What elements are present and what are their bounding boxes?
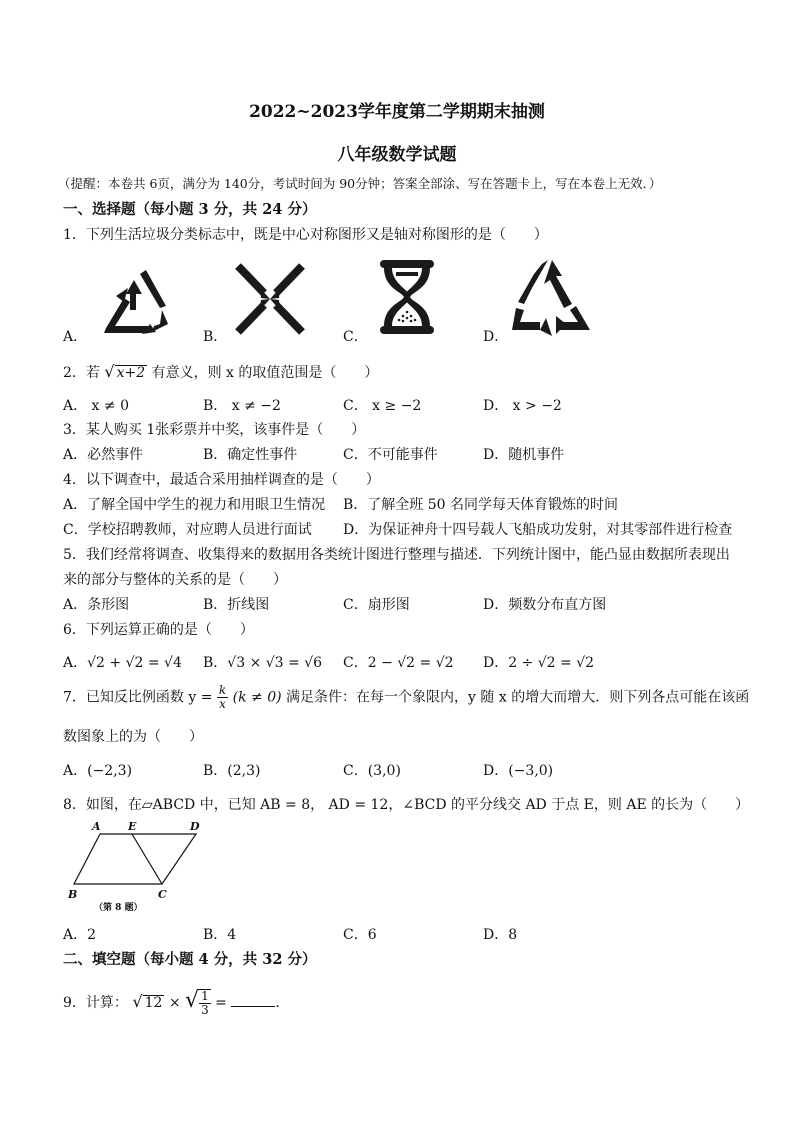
q1-label-c: C． [343,329,368,345]
q7-option-d: D．(−3,0) [483,763,554,779]
exam-title: 2022~2023学年度第二学期期末抽测 [249,102,545,122]
q7-fraction-den: x [219,697,226,711]
recycle-arrows-icon [96,266,172,336]
q9-equals: = [215,995,227,1011]
q4-option-a: A．了解全国中学生的视力和用眼卫生情况 [63,497,326,513]
sqrt-icon: √ [132,992,143,1011]
recycle-triangle-icon [512,258,592,336]
q6-option-c: C．2 − √2 = √2 [343,655,454,671]
q3-option-c: C．不可能事件 [343,447,438,463]
q8-option-d: D．8 [483,927,518,943]
q9-fraction-num: 1 [201,989,209,1003]
q1-stem: 1．下列生活垃圾分类标志中，既是中心对称图形又是轴对称图形的是（ ） [63,227,548,243]
q8-point-e: E [128,820,137,833]
q9-end: ． [275,995,290,1011]
q9-fraction [199,989,211,1017]
q2-option-c: C． x ≥ −2 [343,398,422,414]
q3-option-b: B．确定性事件 [203,447,298,463]
q7-condition: (k ≠ 0) [232,689,282,706]
q8-point-a: A [92,820,101,833]
section-2-title: 二、填空题（每小题 4 分，共 32 分） [63,951,317,968]
q5-stem-line2: 来的部分与整体的关系的是（ ） [63,572,287,588]
q2-stem-post: 有意义，则 x 的取值范围是（ ） [151,365,379,381]
q4-options-row2 [63,519,743,539]
sqrt-icon: √ [185,988,200,1013]
q5-option-a: A．条形图 [63,597,130,613]
q6-option-d: D．2 ÷ √2 = √2 [483,655,595,671]
q5-option-b: B．折线图 [203,597,270,613]
q7-options [63,760,743,780]
q3-option-a: A．必然事件 [63,447,144,463]
q9-fraction-den: 3 [201,1003,209,1017]
q7-option-a: A．(−2,3) [63,763,133,779]
q7-stem-line1 [63,684,749,711]
q5-option-d: D．频数分布直方图 [483,597,607,613]
q6-option-b: B．√3 × √3 = √6 [203,655,323,671]
q7-fraction-num: k [218,683,227,697]
cross-arrows-icon [234,262,306,336]
q7-option-c: C．(3,0) [343,763,401,779]
hourglass-icon [378,258,436,336]
q3-option-d: D．随机事件 [483,447,565,463]
q7-option-b: B．(2,3) [203,763,261,779]
q9-times: × [168,995,181,1011]
q8-options [63,924,743,944]
q2-option-a: A． x ≠ 0 [63,398,129,414]
sqrt-icon: √ [104,362,115,381]
q2-option-d: D． x > −2 [483,398,562,414]
q8-point-d: D [190,820,200,833]
q2-radicand: x+2 [116,365,146,381]
q9-stem [63,988,289,1017]
q3-stem: 3．某人购买 1张彩票并中奖，该事件是（ ） [63,422,366,438]
q8-stem: 8．如图，在▱ABCD 中，已知 AB = 8， AD = 12，∠BCD 的平分线交 AD 于点 E，则 AE 的长为（ ） [63,797,750,813]
q4-option-b: B．了解全班 50 名同学每天体育锻炼的时间 [343,497,619,513]
q4-options-row1 [63,494,743,514]
q9-stem-pre: 9．计算： [63,995,128,1011]
q7-stem-post: 满足条件：在每一个象限内，y 随 x 的增大而增大．则下列各点可能在该函 [286,689,750,706]
q2-stem-pre: 2．若 [63,365,100,381]
q5-option-c: C．扇形图 [343,597,410,613]
q8-point-b: B [68,888,78,901]
q5-stem-line1: 5．我们经常将调查、收集得来的数据用各类统计图进行整理与描述．下列统计图中，能凸显由数据所表现出 [63,547,730,563]
q6-stem: 6．下列运算正确的是（ ） [63,622,254,638]
q5-options [63,594,743,614]
exam-subtitle: 八年级数学试题 [337,145,457,165]
q9-radicand: 12 [144,995,163,1011]
q2-options [63,395,743,415]
q1-label-b: B． [203,329,228,345]
q9-answer-blank[interactable] [231,994,275,1007]
q8-point-c: C [158,888,167,901]
q8-option-b: B．4 [203,927,237,943]
parallelogram-figure [64,818,214,916]
q1-label-a: A． [63,329,88,345]
q8-figure-caption: （第 8 题） [94,903,143,913]
q4-option-c: C．学校招聘教师，对应聘人员进行面试 [63,522,312,538]
q8-option-c: C．6 [343,927,377,943]
q4-stem: 4．以下调查中，最适合采用抽样调查的是（ ） [63,472,380,488]
q6-option-a: A．√2 + √2 = √4 [63,655,182,671]
q2-option-b: B． x ≠ −2 [203,398,281,414]
q3-options [63,444,743,464]
q7-fraction [217,684,228,711]
q7-stem-line2: 数图象上的为（ ） [63,729,203,745]
q4-option-d: D．为保证神舟十四号载人飞船成功发射，对其零部件进行检查 [343,522,733,538]
q6-options [63,652,743,672]
exam-notice: （提醒：本卷共 6页，满分为 140分，考试时间为 90分钟；答案全部涂、写在答题卡上，写在本卷上无效．） [58,176,662,191]
section-1-title: 一、选择题（每小题 3 分，共 24 分） [63,201,317,218]
q8-option-a: A．2 [63,927,97,943]
q2-stem [63,362,378,382]
q7-stem-pre: 7．已知反比例函数 y = [63,689,213,706]
q1-label-d: D． [483,329,509,345]
